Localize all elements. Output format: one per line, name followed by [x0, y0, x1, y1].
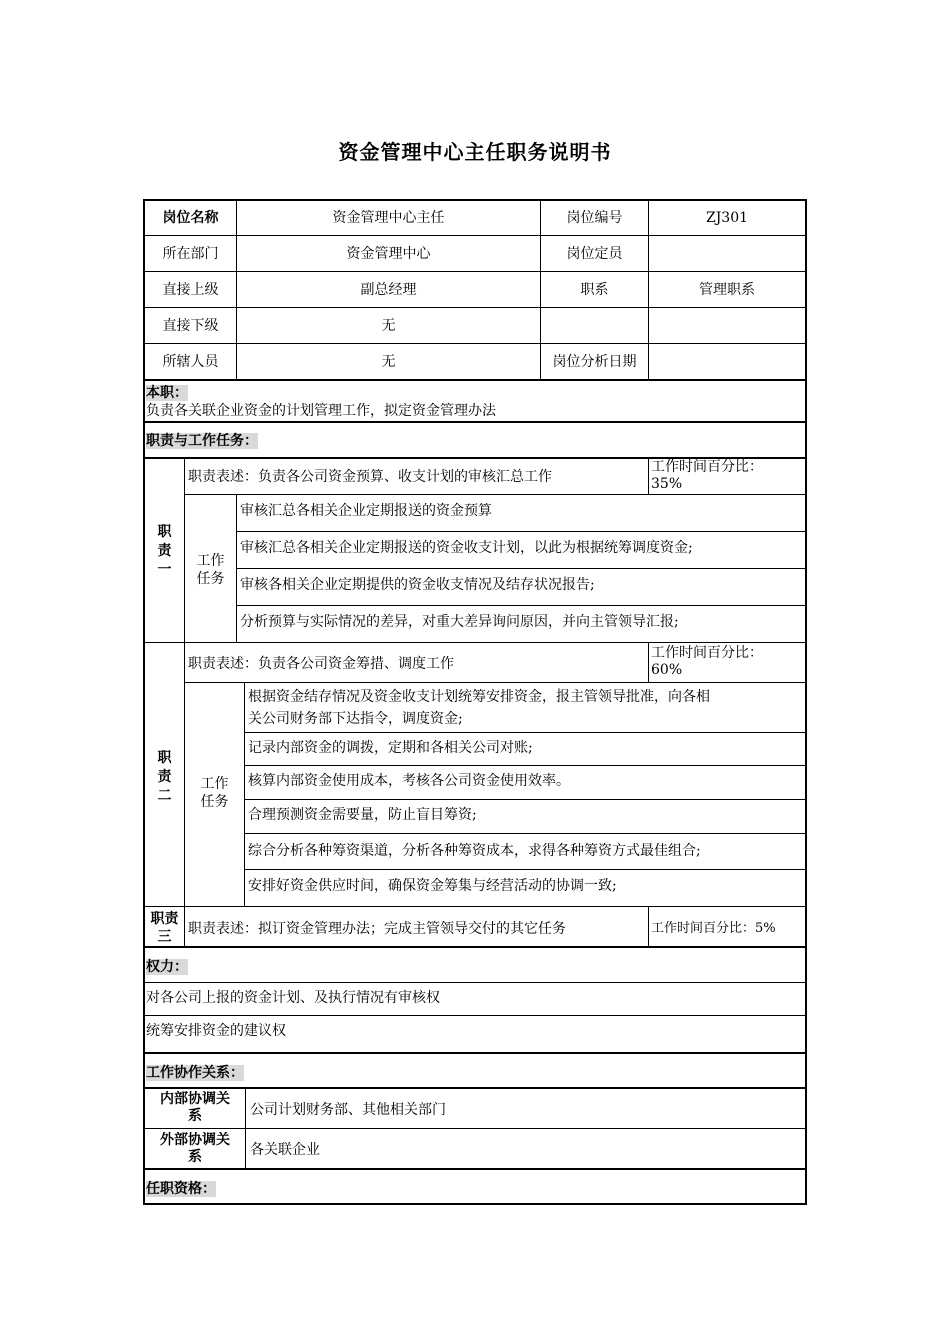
duty-label: 本职： [146, 385, 188, 401]
task-2-6: 安排好资金供应时间，确保资金筹集与经营活动的协调一致; [248, 878, 617, 894]
task-1-1: 审核汇总各相关企业定期报送的资金预算 [240, 503, 492, 519]
qualification-label: 任职资格： [146, 1181, 216, 1197]
responsibility-1-statement: 职责表述：负责各公司资金预算、收支计划的审核汇总工作 [188, 469, 552, 485]
responsibility-1-time: 工作时间百分比： 35% [651, 459, 763, 492]
post-code-value: ZJ301 [705, 210, 749, 226]
duty-text: 负责各关联企业资金的计划管理工作，拟定资金管理办法 [146, 403, 496, 419]
responsibility-3-statement: 职责表述：拟订资金管理办法；完成主管领导交付的其它任务 [188, 921, 566, 937]
task-2-2: 记录内部资金的调拨，定期和各相关公司对账; [248, 740, 533, 756]
post-name-label: 岗位名称 [162, 210, 219, 226]
subordinate-value: 无 [381, 318, 396, 334]
internal-coordination-label: 内部协调关 系 [160, 1091, 230, 1124]
responsibility-1-task-label: 工作 任务 [196, 553, 225, 587]
responsibilities-label: 职责与工作任务： [146, 433, 258, 449]
authority-item-2: 统筹安排资金的建议权 [146, 1023, 286, 1039]
series-value: 管理职系 [699, 282, 755, 298]
external-coordination-label: 外部协调关 系 [160, 1132, 230, 1165]
task-1-4: 分析预算与实际情况的差异，对重大差异询问原因，并向主管领导汇报; [240, 614, 679, 630]
dept-value: 资金管理中心 [346, 246, 431, 262]
responsibility-2-task-label: 工作 任务 [200, 776, 229, 810]
task-1-2: 审核汇总各相关企业定期报送的资金收支计划，以此为根据统筹调度资金; [240, 540, 693, 556]
staff-label: 所辖人员 [162, 354, 219, 370]
subordinate-label: 直接下级 [162, 318, 219, 334]
headcount-label: 岗位定员 [566, 246, 623, 262]
analysis-date-label: 岗位分析日期 [552, 354, 637, 370]
staff-value: 无 [381, 354, 396, 370]
responsibility-2-name: 职 责 二 [157, 750, 172, 804]
task-2-1: 根据资金结存情况及资金收支计划统筹安排资金，报主管领导批准，向各相 关公司财务部下达指令，调度资金; [248, 689, 710, 727]
task-2-5: 综合分析各种筹资渠道，分析各种筹资成本，求得各种筹资方式最佳组合; [248, 843, 701, 859]
authority-label: 权力： [146, 959, 188, 975]
responsibility-3-time: 工作时间百分比：5% [651, 921, 776, 936]
superior-value: 副总经理 [360, 282, 417, 298]
series-label: 职系 [580, 282, 609, 298]
responsibility-2-statement: 职责表述：负责各公司资金筹措、调度工作 [188, 656, 454, 672]
dept-label: 所在部门 [162, 246, 219, 262]
responsibility-1-name: 职 责 一 [157, 524, 172, 578]
page-title: 资金管理中心主任职务说明书 [338, 140, 612, 164]
external-coordination-value: 各关联企业 [250, 1142, 320, 1158]
internal-coordination-value: 公司计划财务部、其他相关部门 [250, 1102, 446, 1118]
responsibility-2-time: 工作时间百分比： 60% [651, 645, 763, 678]
post-name-value: 资金管理中心主任 [332, 210, 445, 226]
cooperation-label: 工作协作关系： [146, 1065, 244, 1081]
responsibility-3-name: 职责 三 [150, 911, 179, 945]
authority-item-1: 对各公司上报的资金计划、及执行情况有审核权 [146, 990, 440, 1006]
post-code-label: 岗位编号 [566, 210, 623, 226]
task-2-3: 核算内部资金使用成本，考核各公司资金使用效率。 [248, 773, 570, 789]
superior-label: 直接上级 [162, 282, 219, 298]
task-2-4: 合理预测资金需要量，防止盲目筹资; [248, 807, 477, 823]
task-1-3: 审核各相关企业定期提供的资金收支情况及结存状况报告; [240, 577, 595, 593]
